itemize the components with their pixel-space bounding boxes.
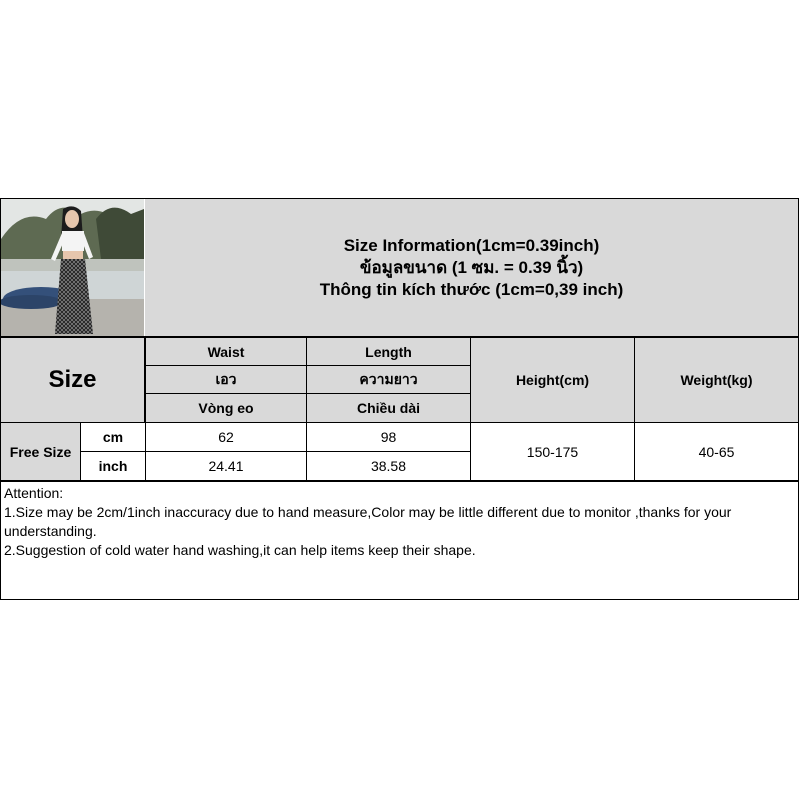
free-size-cell: Free Size: [0, 422, 81, 481]
weight-header: Weight(kg): [634, 337, 799, 423]
title-vietnamese: Thông tin kích thước (1cm=0,39 inch): [319, 279, 624, 299]
waist-header-th: เอว: [145, 365, 307, 394]
unit-cm: cm: [80, 422, 146, 452]
size-header: [0, 337, 145, 423]
waist-header-en: Waist: [145, 337, 307, 366]
waist-header-vi: Vòng eo: [145, 393, 307, 423]
size-header-label: Size: [48, 366, 97, 393]
length-cm-value: 98: [306, 422, 471, 452]
length-header-en: Length: [306, 337, 471, 366]
waist-cm-value: 62: [145, 422, 307, 452]
title-thai: ข้อมูลขนาด (1 ซม. = 0.39 นิ้ว): [359, 257, 584, 277]
height-value: 150-175: [470, 422, 635, 481]
attention-item-2: 2.Suggestion of cold water hand washing,it can help items keep their shape.: [4, 542, 476, 558]
weight-value: 40-65: [634, 422, 799, 481]
model-photo-illustration: [1, 199, 144, 336]
height-header: Height(cm): [470, 337, 635, 423]
product-photo: [1, 199, 144, 336]
unit-inch: inch: [80, 451, 146, 481]
waist-inch-value: 24.41: [145, 451, 307, 481]
title-english: Size Information(1cm=0.39inch): [343, 235, 600, 255]
size-chart: [0, 198, 799, 600]
attention-notes: [0, 481, 799, 600]
attention-item-1: 1.Size may be 2cm/1inch inaccuracy due to hand measure,Color may be little different due to monitor ,thanks for your understanding.: [4, 504, 732, 539]
length-header-vi: Chiều dài: [306, 393, 471, 423]
length-header-th: ความยาว: [306, 365, 471, 394]
size-information-title: [145, 199, 798, 336]
length-inch-value: 38.58: [306, 451, 471, 481]
attention-heading: Attention:: [4, 485, 64, 501]
